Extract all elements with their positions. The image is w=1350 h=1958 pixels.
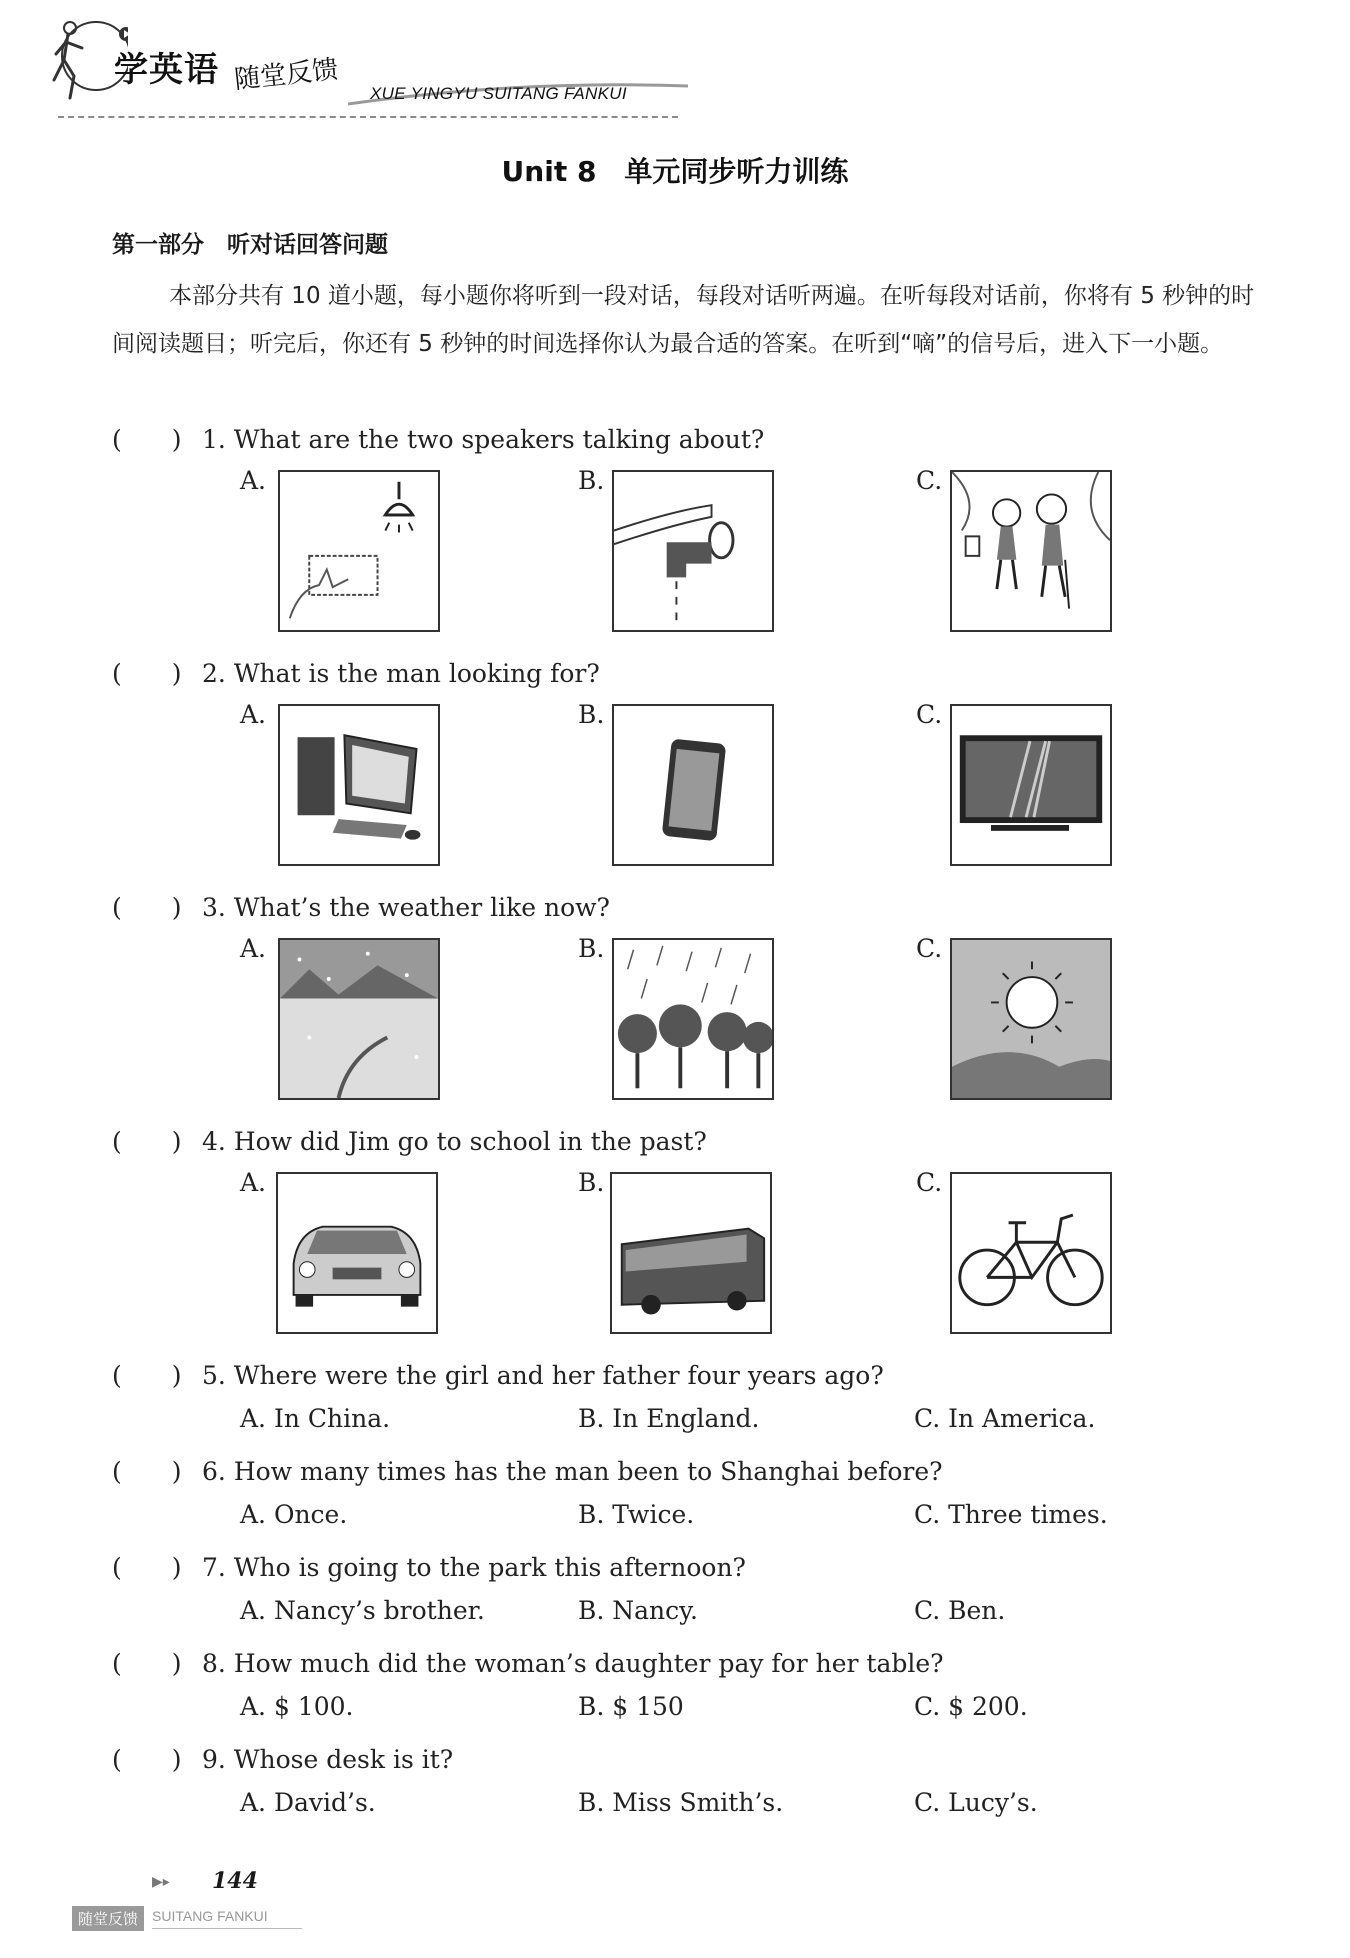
question-number: 3. (202, 893, 226, 922)
question-number: 9. (202, 1745, 226, 1774)
option-label: B. (578, 934, 605, 963)
option-c[interactable]: C. Ben. (914, 1596, 1006, 1625)
brand-title: 学英语 (114, 50, 219, 90)
question-text: What are the two speakers talking about? (233, 425, 765, 454)
question-text: Whose desk is it? (233, 1745, 454, 1774)
television-icon[interactable] (950, 704, 1112, 866)
page-title: Unit 8 单元同步听力训练 (501, 155, 849, 188)
answer-blank[interactable]: ( ) (112, 1361, 182, 1390)
option-c[interactable]: C. Three times. (914, 1500, 1108, 1529)
footer-tag-pinyin: SUITANG FANKUI (152, 1908, 268, 1924)
dripping-tap-icon[interactable] (612, 470, 774, 632)
answer-blank[interactable]: ( ) (112, 1457, 182, 1486)
header (48, 18, 668, 118)
option-c[interactable]: C. Lucy’s. (914, 1788, 1038, 1817)
instructions: 本部分共有 10 道小题，每小题你将听到一段对话，每段对话听两遍。在听每段对话前，你将有 5 秒钟的时间阅读题目；听完后，你还有 5 秒钟的时间选择你认为最合适的答案。在听到“嘀”的信号后，进入下一小题。 (112, 283, 1255, 357)
option-label: A. (240, 1168, 267, 1197)
question-number: 8. (202, 1649, 226, 1678)
section-heading: 第一部分 听对话回答问题 (112, 232, 388, 258)
footer (72, 1862, 292, 1932)
footer-divider (152, 1928, 302, 1929)
option-c[interactable]: C. In America. (914, 1404, 1096, 1433)
question-text: How many times has the man been to Shanghai before? (233, 1457, 943, 1486)
option-b[interactable]: B. In England. (578, 1404, 760, 1433)
answer-blank[interactable]: ( ) (112, 1127, 182, 1156)
question-7 (112, 1548, 746, 1584)
question-text: What’s the weather like now? (233, 893, 610, 922)
snowy-scene-icon[interactable] (278, 938, 440, 1100)
header-divider (58, 116, 678, 118)
question-number: 4. (202, 1127, 226, 1156)
question-number: 1. (202, 425, 226, 454)
brand-pinyin: XUE YINGYU SUITANG FANKUI (370, 84, 627, 103)
option-a[interactable]: A. $ 100. (240, 1692, 354, 1721)
mobile-phone-icon[interactable] (612, 704, 774, 866)
option-label: A. (240, 466, 267, 495)
option-label: C. (916, 466, 943, 495)
answer-blank[interactable]: ( ) (112, 1649, 182, 1678)
brand-subtitle: 随堂反馈 (232, 54, 340, 96)
option-label: B. (578, 700, 605, 729)
option-label: C. (916, 700, 943, 729)
option-label: B. (578, 1168, 605, 1197)
question-5 (112, 1356, 884, 1392)
question-text: What is the man looking for? (233, 659, 600, 688)
option-a[interactable]: A. Nancy’s brother. (240, 1596, 485, 1625)
answer-blank[interactable]: ( ) (112, 1553, 182, 1582)
desktop-computer-icon[interactable] (278, 704, 440, 866)
question-number: 6. (202, 1457, 226, 1486)
bus-icon[interactable] (610, 1172, 772, 1334)
question-2 (112, 654, 600, 690)
question-text: Where were the girl and her father four years ago? (233, 1361, 884, 1390)
question-text: How did Jim go to school in the past? (233, 1127, 707, 1156)
option-label: A. (240, 700, 267, 729)
option-a[interactable]: A. In China. (240, 1404, 391, 1433)
question-1 (112, 420, 764, 456)
bicycle-icon[interactable] (950, 1172, 1112, 1334)
answer-blank[interactable]: ( ) (112, 893, 182, 922)
car-icon[interactable] (276, 1172, 438, 1334)
answer-blank[interactable]: ( ) (112, 659, 182, 688)
footer-tag: 随堂反馈 (72, 1906, 144, 1931)
option-b[interactable]: B. Twice. (578, 1500, 695, 1529)
answer-blank[interactable]: ( ) (112, 1745, 182, 1774)
option-b[interactable]: B. $ 150 (578, 1692, 684, 1721)
option-c[interactable]: C. $ 200. (914, 1692, 1028, 1721)
question-number: 2. (202, 659, 226, 688)
question-6 (112, 1452, 943, 1488)
play-arrows-icon: ▶▸ (152, 1874, 170, 1890)
option-a[interactable]: A. Once. (240, 1500, 348, 1529)
children-planting-trees-icon[interactable] (950, 470, 1112, 632)
question-number: 5. (202, 1361, 226, 1390)
question-number: 7. (202, 1553, 226, 1582)
question-text: How much did the woman’s daughter pay for her table? (233, 1649, 944, 1678)
question-4 (112, 1122, 707, 1158)
answer-blank[interactable]: ( ) (112, 425, 182, 454)
rainy-scene-icon[interactable] (612, 938, 774, 1100)
option-label: C. (916, 1168, 943, 1197)
question-3 (112, 888, 610, 924)
option-label: B. (578, 466, 605, 495)
option-b[interactable]: B. Miss Smith’s. (578, 1788, 784, 1817)
option-a[interactable]: A. David’s. (240, 1788, 376, 1817)
option-b[interactable]: B. Nancy. (578, 1596, 698, 1625)
question-text: Who is going to the park this afternoon? (233, 1553, 746, 1582)
question-9 (112, 1740, 453, 1776)
light-switch-icon[interactable] (278, 470, 440, 632)
option-label: A. (240, 934, 267, 963)
question-8 (112, 1644, 944, 1680)
sunny-scene-icon[interactable] (950, 938, 1112, 1100)
option-label: C. (916, 934, 943, 963)
page-number: 144 (212, 1868, 258, 1894)
